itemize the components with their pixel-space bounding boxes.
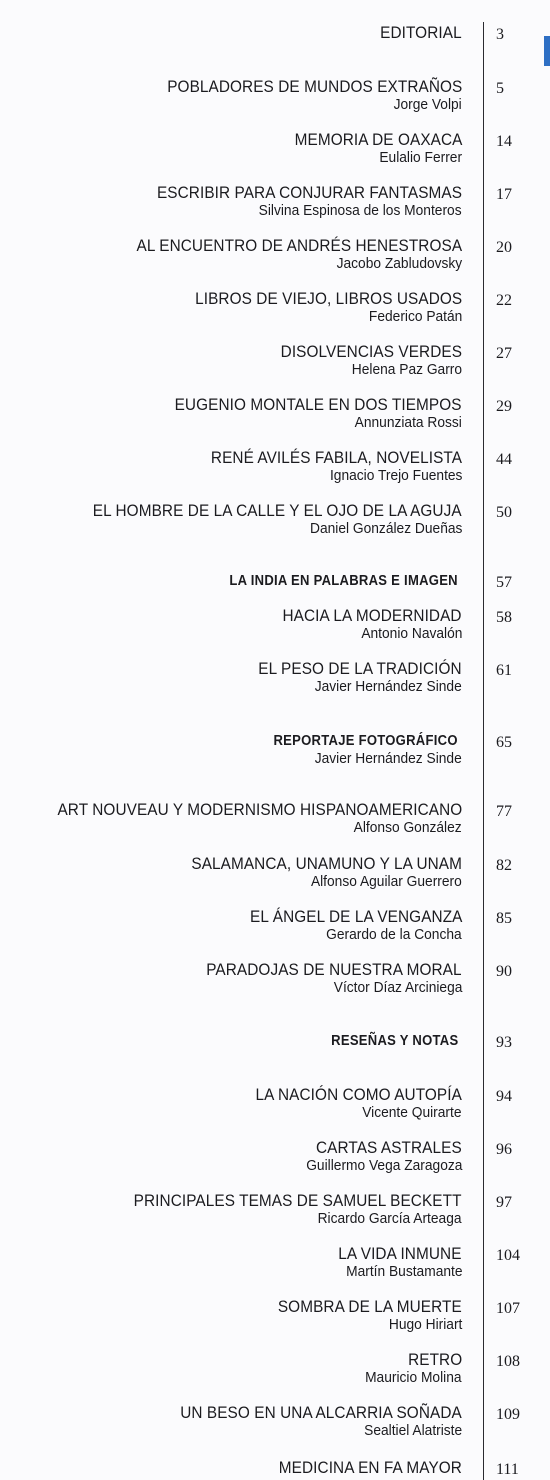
entry-page-number: 61 [496,662,512,679]
entry-page-number: 77 [496,803,512,820]
entry-title: HACIA LA MODERNIDAD [282,607,462,625]
entry-page-number: 29 [496,398,512,415]
section-title: REPORTAJE FOTOGRÁFICO [273,733,458,749]
entry-title: SALAMANCA, UNAMUNO Y LA UNAM [191,855,462,873]
entry-title: POBLADORES DE MUNDOS EXTRAÑOS [166,78,462,96]
entry-author: Vicente Quirarte [362,1105,462,1121]
entry-page-number: 14 [496,133,512,150]
entry-page-number: 27 [496,345,512,362]
entry-author: Jacobo Zabludovsky [336,256,462,272]
entry-page-number: 44 [496,451,512,468]
section-title: LA INDIA EN PALABRAS E IMAGEN [229,573,458,589]
section-title: RESEÑAS Y NOTAS [330,1033,458,1049]
entry-page-number: 57 [496,574,512,591]
entry-title: EUGENIO MONTALE EN DOS TIEMPOS [174,396,462,414]
entry-author: Helena Paz Garro [351,362,462,378]
entry-title: ESCRIBIR PARA CONJURAR FANTASMAS [156,184,462,202]
entry-page-number: 109 [496,1406,520,1423]
entry-title: PRINCIPALES TEMAS DE SAMUEL BECKETT [134,1192,462,1210]
entry-title: UN BESO EN UNA ALCARRIA SOÑADA [180,1404,462,1422]
entry-page-number: 17 [496,186,512,203]
entry-author: Antonio Navalón [360,626,462,642]
entry-author: Guillermo Vega Zaragoza [305,1158,462,1174]
entry-page-number: 94 [496,1088,512,1105]
entry-title: MEDICINA EN FA MAYOR [278,1459,462,1477]
entry-title: RETRO [407,1351,462,1369]
entry-author: Javier Hernández Sinde [314,751,462,767]
entry-title: SOMBRA DE LA MUERTE [278,1298,462,1316]
entry-page-number: 3 [496,26,504,43]
entry-page-number: 97 [496,1194,512,1211]
page-edge-accent [544,36,550,66]
entry-page-number: 58 [496,609,512,626]
entry-title: LA VIDA INMUNE [338,1245,462,1263]
entry-title: PARADOJAS DE NUESTRA MORAL [206,961,462,979]
entry-title: LIBROS DE VIEJO, LIBROS USADOS [194,290,462,308]
entry-author: Sealtiel Alatriste [363,1423,462,1439]
entry-page-number: 50 [496,504,512,521]
entry-title: RENÉ AVILÉS FABILA, NOVELISTA [210,449,462,467]
entry-title: EL PESO DE LA TRADICIÓN [258,660,462,678]
entry-author: Martín Bustamante [345,1264,462,1280]
entry-page-number: 85 [496,910,512,927]
entry-page-number: 111 [496,1461,519,1478]
entry-author: Eulalio Ferrer [379,150,462,166]
entry-page-number: 65 [496,734,512,751]
entry-page-number: 108 [496,1353,520,1370]
entry-author: Daniel González Dueñas [309,521,462,537]
entry-title: MEMORIA DE OAXACA [294,131,462,149]
entry-title: EL ÁNGEL DE LA VENGANZA [249,908,462,926]
entry-title: ART NOUVEAU Y MODERNISMO HISPANOAMERICANO [57,801,462,819]
entry-page-number: 22 [496,292,512,309]
entry-title: AL ENCUENTRO DE ANDRÉS HENESTROSA [136,237,462,255]
entry-page-number: 107 [496,1300,520,1317]
entry-page-number: 104 [496,1247,520,1264]
entry-page-number: 20 [496,239,512,256]
entry-author: Ricardo García Arteaga [318,1211,462,1227]
entry-title: CARTAS ASTRALES [316,1139,462,1157]
entry-title: LA NACIÓN COMO AUTOPÍA [255,1086,462,1104]
column-divider [483,22,484,1480]
entry-author: Silvina Espinosa de los Monteros [259,203,462,219]
entry-title: EL HOMBRE DE LA CALLE Y EL OJO DE LA AGUJA [93,502,462,520]
entry-author: Gerardo de la Concha [326,927,462,943]
entry-author: Víctor Díaz Arciniega [333,980,462,996]
entry-page-number: 93 [496,1034,512,1051]
entry-title: DISOLVENCIAS VERDES [280,343,462,361]
entry-author: Alfonso Aguilar Guerrero [311,874,462,890]
entry-author: Jorge Volpi [393,97,462,113]
entry-author: Federico Patán [368,309,462,325]
entry-author: Javier Hernández Sinde [314,679,462,695]
entry-title: EDITORIAL [380,24,462,42]
entry-page-number: 5 [496,80,504,97]
entry-author: Ignacio Trejo Fuentes [329,468,462,484]
entry-author: Annunziata Rossi [354,415,462,431]
entry-page-number: 96 [496,1141,512,1158]
entry-author: Mauricio Molina [365,1370,462,1386]
entry-author: Hugo Hiriart [388,1317,462,1333]
entry-page-number: 82 [496,857,512,874]
entry-page-number: 90 [496,963,512,980]
entry-author: Alfonso González [354,820,462,836]
